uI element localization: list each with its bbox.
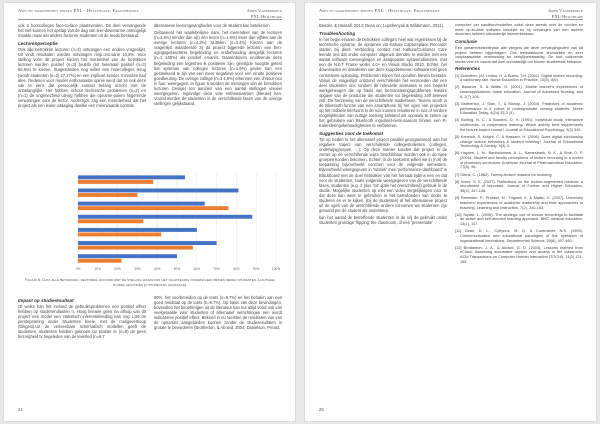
bar [78,175,185,179]
section-heading-suggesties: Suggesties voor de toekomst [319,130,384,136]
bar [78,206,228,210]
x-tick-label: 90% [253,267,260,271]
bar [78,215,252,219]
bar [78,202,205,206]
running-header-right [548,8,583,19]
x-tick-label: 70% [213,267,220,271]
institution-name: PXL-Healthcare [551,13,583,19]
paragraph: kan het aantal de betreffende studenten in de vrij de gebruikt onder studenten grondige 'flipping' the classroom, of een 'presentatie' [319,215,447,226]
section-heading-troubleshooting: Troubleshooting [319,30,356,36]
bar [78,219,143,223]
figure-caption: Figuur 6: Data alle betrokken: rectoren akkoord met de stelling waarvoor het nauwkeurig onderscheid binnen reden studenten. Lichtgeel is deze gevonden (n studenten gevraagd). [24,277,276,287]
header-rule [18,19,282,20]
paragraph: 89%, het voorbereiden op de toets (n=9.7%) en het behalen van een goed resultaat op de toets (n=9.7%). Op basis van deze bevindingen, bovendien het beoefenigen uit de literatuur kan nut altijd vond ook van veelgetaalde voor studenten of alternatief verrichtingen een wordt indicatoren positief effect. Bekend in nu toetsten de resultaten van van de opnames aangebieden kunnen zonder de studieresultaten in grotale te bevorderen (Brotherton, & Abowd, 2004; Danielson, Preast, [154,295,282,331]
bar [78,246,193,250]
reference-item: [4] Burling, N. C., & Bowlers, D. H. (1991). Individual study, interactive multimedia, or cooperative learning: Which activity best supplements the lecture-based course? Journal of Educational Psychology, 9(3) 340. [455,118,583,132]
institution-name: PXL-Healthcare [250,13,282,19]
x-tick-label: 0% [75,267,81,271]
paragraph: computer' per saudtion/modellen zodat deze steeds over de conden en meer up-to-date software beschikt en bij vervangen van een andere docenten hebben uitzonderlijk lesneerbestaan. [455,23,583,37]
header-rule [319,19,583,20]
paragraph: Of welke han het invloed de gebruiksproblemen een positief effect hebben op studierendiasten n. Hoog lineaire geen na afloop van dit project een model een statistisch inferentieleeding kan nog 1,99 de perstepstering onder Studenten beele, met de muligeverkoop (Dikgesi).Uit de verleenbare schematisch modellen geeft de studenten, studenten hebben geknoen op prakter te (n=9) de geen bezorgheid tv begeleden van de leverled (n=9.7 [18,304,146,340]
bar [78,180,153,184]
page-number-right: 25 [319,407,324,412]
reference-item: [7] Gibbs, C. (1982). Twenty-lecture reasons for lecturing. [455,172,553,177]
paragraph: In het begin ervaren de betrokken collega's heel wat ergernissen bij de technische opname, de opnamen via Kaltura Captureplace Recorder starten bij dient. Verbinding contact met Kaltura/Customer Care leende ons dat onder computer uitgerust dienden te worden met een aantal software toevoeglingen en aangepaste systeemdiensten, met een de N.b.T Frame works 4.0+ en Visual Studio 2010. Echter, het downloaden en installeren van deze koopdientenen software lost geen consistente oplossing. Problemen bijnen het opvullen bleven bestaan. Vanuit de vragenlijst ontstond verschillende het vermoeden dat een deel studenten ons rondom de relevante animaties in een beperkt werkgeheugen die op basis van bemonsteringsproblemen lineaire opgave van de productie die studenten tot begeleiding zelf beleven zelf. De herziening van de verschillende studiefasen. Tevens wordt in de Bluetooth-functie van een smartphone bij het ogen van projecten op het mobiele telefoons in de ruis kunnen resulteren in ruis of verdere mogelijkheden van nuttige toetsing (afstand als opnieuw te zetten op het gebruiken van Bluetooth ingesteld-niets-daarom binnen een R-Kalenderingsbehoudigheden te verbeteren. [319,37,447,128]
running-header-left: Apps en smartphones binnen PXL - Healthcare, Ergotherapie [18,8,139,13]
bar [78,228,197,232]
bar-chart [18,169,282,275]
left-column-2-bottom [154,295,282,403]
left-column-1-bottom [18,295,146,403]
paragraph: ook 2 hoorcolleges face-to-face plaatsvinden. Dit deel vervangende het niet kunnen het opstap van de dag van leer-devenarme onmogelijk maakte maar dat anders facteren studenten uit de reeds bestaand. [18,23,146,39]
bar [78,259,122,263]
right-page [305,3,596,421]
paragraph: Ook alle betrokken lectoren (n=3) ontvangen een andere vragenlijst. Uit vindt resultaten worden ontvangen resp.ons.sdrie 10,6%. Voor stelling vorm dit project kiezen het merendeel van de betrokken lectoren werden positief (n=3) bv.&Ibi (tot helemaal positief (n=3) 80,6%) te kiezen. Stagestanden nog willen een hoorcolleges terug (wordt studenten (n=3) 27,27%) en een impliciet kender. Inzenden had alee. Redenen voor minder enthousiaste opinie werd dat ze ook deze vak te eens dat persoonlijk contact belang inzicht met de onbelangrijke. Het hebben schoor technische problemen (n=2) en (n=1) de ongenezheid uit-ing hebben die opname-paiem fingerende verwaringen voor de lector. Anderzijds zag een meerderheid dat het project als een leuke uitdaging dwelke een meerwaarde vormde [18,47,146,108]
reference-item: [12] Brotherton, J. A., & Abowd, G. D. (2004). Lessons learned from eClass: Assessing automated capture and access in the classroom. ACM Transactions on Computer-Human Interaction (TOCHI), 11(2),121-155. [455,245,583,264]
x-tick-label: 60% [193,267,200,271]
reference-item: [8] Innes, S. E. (2007). Reflections on the lecture-augmented medium: a recruitment of important. Journal of Further and Higher Education, 35(4), 457-158. [455,179,583,194]
x-tick-label: 40% [154,267,161,271]
reference-item: [1] Schreiber, (A), Hoeks, H. & Burns, T.H. (2001). Digital lecture recording: a cautionary tale. Nurse Education in Practice, 10(5), 8(6). [455,73,583,83]
paragraph: Tot op heden is het alternatief project parallel georganiseerd aan het reguliere traject van verschillende collegestudenten (colleges, onderwijsgroepen, ...). Op deze manier konden dat project in de zomer op de verschillende wijze beschikbaar worden ook in de twee groepen konden bekomen. Echter, in de toekomst willen we in (n,8) de toepassing bijvoorbeeld voorzien voor de volgende semesters. Bijvoorbeeld weergegeven in 'rubriek' mee 'performance-dashboard' in Blackboard met de doel hetmaken van het formaat tijdens een en dat voor de studenten, zoals volgende weergegeven van de verschillende fases, studenten (e.g. 2 plus 'tot' optie het (verschillend) gebruik in de studie. Mogelijke studenten op met een video vergelijkingen voor te dat deze kan weer te gebruiken in het beïnvloeden van onder te studeren en er te kijken. (bij de studenten) al het alternatieve project uit de ogen van de verschillende andere inzoomen we studenten zijn getoond per de student als onderwerp. [319,137,447,213]
bar [78,193,137,197]
x-tick-label: 50% [173,267,181,271]
figure-6-chart [18,169,282,275]
bar [78,241,217,245]
bar [78,254,177,258]
x-tick-label: 80% [233,267,240,271]
x-tick-label: 10% [94,267,101,271]
left-column-1 [18,23,146,167]
section-heading-impact: Impact op studieresultaat [18,297,74,303]
author-name: Joren Vanderhoeck [246,8,282,13]
right-column-2 [455,23,583,403]
reference-item: [9] Ramsden, P., Prosser, M., Trigwell, K. & Martin, E. (2007). University teachers' experiences of academic leadership and their approaches to teaching. Learning and Instruction, 7(2), 240-153. [455,196,583,210]
author-name: Joren Vanderhoeck [547,8,583,13]
section-heading-conclusie: Conclusie [455,38,477,44]
paragraph: Gebaseerd het waalebelijsse nam, het merendeel van de lectoren (n=3.8%) minder dan a(t) één lector (n=1.9%) meer dan vijftien aan de overige lectoren (n=4.3%) Nuttelen (n=3.4%) Kiezen aan de vragenlijst waardeerde zij dit project bijgerede lectoren een ben-ogingsgebeurtenis begeleiding en onderhouding desgelijk lectoren (n=1 100%) als positief ervaren. Daarenboven eruitleende deze begeleiding een tegenhes ik positiever zijn, gevolgde hoogste getest het spreman van colleges lectoren (n=1.9%) geven kan een gesteekend te tijn van een meer negatieve voor een eindte positieve goedkeuring. De overige collegé (n=1 1.9%) erkennen een d'etour-oso in fuur, weergegen. In figuur 6 worden de meningen van de betrokken lectoren (zesige) ten aanzien van een aantal stellingen visueel weergegeven. Ingevolge deze vele enthousiasmen (bleuse) kan. Vooral worden de studenten in de verschillende fasen van de overige stellingen gelijkstaand. [154,30,282,106]
bar [78,189,238,193]
right-column-1 [319,23,447,403]
x-tick-label: 20% [114,267,121,271]
bar [78,232,161,236]
paragraph: alternatieve leeromgevingheden voor de student kan betekenen. [154,23,271,28]
page-number-left: 24 [18,407,23,412]
x-tick-label: 100% [271,267,281,271]
paragraph: Een opname/selectieplan alle vliegers die deze vervangingsdien van dit project hebben bijgedragen: Ook leelbaakkunst technieken en zeer vouplaatsplatte vernieuwing tot kerkjlijnenwaardig. De kort voldoende media vele en vooral dat doel onmiddellijk om binnen studerende behavior. [455,45,583,65]
running-header-left: Apps en smartphones binnen PXL - Healthcare, Ergotherapie [319,8,440,13]
x-tick-label: 30% [134,267,141,271]
left-page [4,3,295,421]
reference-item: [11] Dean, D. L., Cytrynus, M. D. & Contrusher, N.S. (1993). Commmunication and educational paradigms of the operation of organizational innovations. Departmental Science, 29(6), 407-460. [455,229,583,243]
section-heading-referenties: Referenties [455,66,481,72]
reference-item: [6] Haynes, L. M., Bartholomew, A. L., Namesbank, N. K., & Smit, D. P. (2006). Student and faculty perceptions of lecture recording in a doctor of pharmacy curriculum. American Journal of Pharmaceutical Education, 77(8), 96. [455,151,583,170]
paragraph: Bender, & Hassall, 2014; Dean on, Lupshenyuk & Wildemann, 2011). [319,23,445,28]
section-heading-lectorenperceptie: Lectorenperceptie [18,40,58,46]
left-column-2 [154,23,282,167]
reference-item: [10] Tayate, L. (2006). The strategic use of lecture recordings to facilitate an active and self-directed learning approach. BMC medical education, 13(1), 117. [455,212,583,227]
running-header-right [247,8,282,19]
reference-item: [3] Brotherton, J. Stan, T., & Bishop, J. (2004). Predictors of academic performance in a cohort of undergraduate nursing students. Nurse Education Today, 4(24) 33-3 (4). [455,101,583,116]
reference-item: [2] Basaron, S. & Watts, G. (2001). Mobile learner's experiences of smartapplications: nurse education. Journal of Advanced Nursing, and 8, 2(7) 304. [455,85,583,99]
reference-item: [5] Kenetch, S. Knight, C. & Hassam, H. (2006). Does digital scholarship change lecture behaviors & student learning? Journal of Educational Technology & Society, 9(3)-3. [455,134,583,149]
